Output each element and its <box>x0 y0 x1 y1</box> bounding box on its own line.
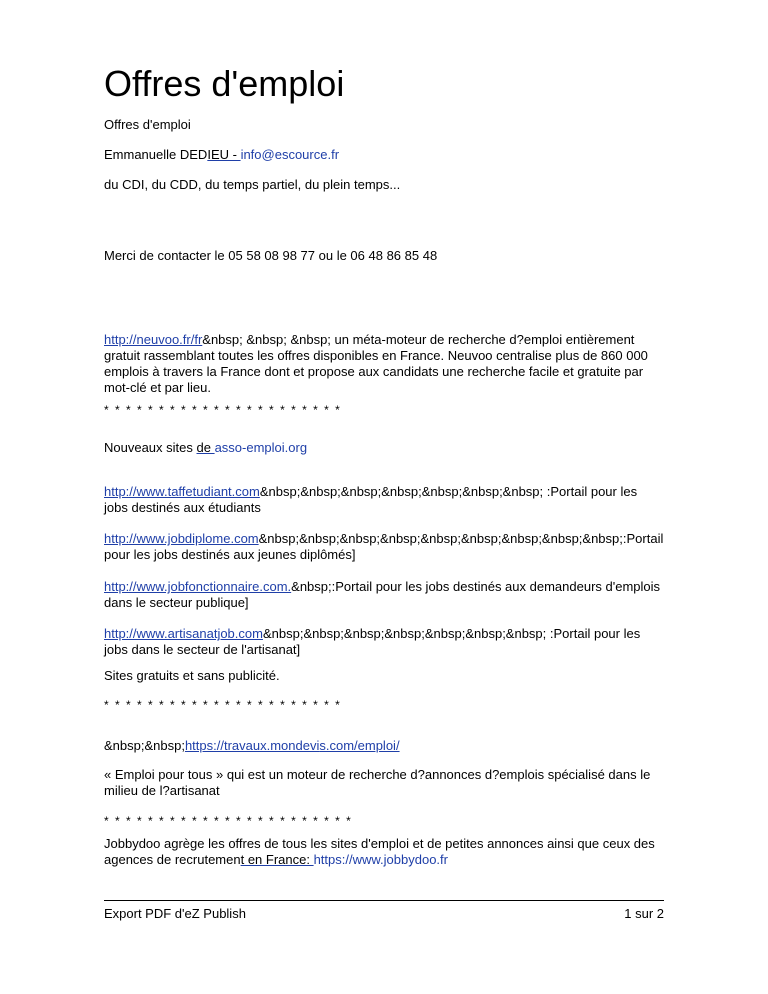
separator-stars: * * * * * * * * * * * * * * * * * * * * * * <box>104 698 342 712</box>
site-item <box>104 531 664 563</box>
site-description: &nbsp;&nbsp;&nbsp;&nbsp;&nbsp;&nbsp;&nbsp; :Portail pour les jobs destinés aux étudiants <box>104 484 638 515</box>
jobbydoo-link[interactable]: https://www.jobbydoo.fr <box>313 852 448 867</box>
author-name: Emmanuelle DED <box>104 147 208 162</box>
mondevis-link[interactable] <box>185 738 400 753</box>
separator-stars: * * * * * * * * * * * * * * * * * * * * * * * <box>104 814 353 828</box>
asso-emploi-link[interactable]: asso-emploi.org <box>214 440 308 455</box>
mondevis-link-rest: s.com/emploi/ <box>319 738 400 753</box>
site-link[interactable]: http://www.jobfonctionnaire.com. <box>104 579 292 594</box>
site-description: &nbsp;&nbsp;&nbsp;&nbsp;&nbsp;&nbsp;&nbsp;&nbsp;&nbsp;:Portail pour les jobs destinés aux jeunes diplômés] <box>104 531 664 562</box>
neuvoo-link[interactable]: http://neuvoo.fr/fr <box>104 332 203 347</box>
mondevis-line <box>104 738 664 754</box>
new-sites-label: Nouveaux sites <box>104 440 197 455</box>
site-link[interactable]: http://www.artisanatjob.com <box>104 626 263 641</box>
author-name-underlined: IEU - <box>207 147 241 162</box>
site-item <box>104 579 664 611</box>
emploi-pour-tous-text: « Emploi pour tous » qui est un moteur de recherche d?annonces d?emplois spécialisé dans le milieu de l?artisanat <box>104 767 651 798</box>
jobbydoo-paragraph <box>104 836 664 868</box>
site-item <box>104 626 664 658</box>
new-sites-underlined: de <box>196 440 215 455</box>
mondevis-prefix: &nbsp;&nbsp; <box>104 738 185 753</box>
email-link[interactable]: info@escource.fr <box>240 147 340 162</box>
separator-stars: * * * * * * * * * * * * * * * * * * * * * * <box>104 403 342 417</box>
contact-text: Merci de contacter le 05 58 08 98 77 ou le 06 48 86 85 48 <box>104 248 438 263</box>
new-sites-line <box>104 440 664 456</box>
jobbydoo-text: Jobbydoo agrège les offres de tous les sites d'emploi et de petites annonces ainsi que ceux des agences de recrutemen <box>104 836 655 867</box>
site-link[interactable]: http://www.taffetudiant.com <box>104 484 260 499</box>
intro-text: du CDI, du CDD, du temps partiel, du plein temps... <box>104 177 401 192</box>
site-item <box>104 484 664 516</box>
footer-left-text: Export PDF d'eZ Publish <box>104 906 246 921</box>
footer-divider <box>104 900 664 901</box>
free-sites-text: Sites gratuits et sans publicité. <box>104 668 280 683</box>
page-title: Offres d'emploi <box>104 63 345 104</box>
neuvoo-paragraph <box>104 332 664 396</box>
site-description: &nbsp;&nbsp;&nbsp;&nbsp;&nbsp;&nbsp;&nbsp; :Portail pour les jobs dans le secteur de l'artisanat] <box>104 626 641 657</box>
mondevis-link-underlined: https://travaux.mondevi <box>184 738 320 753</box>
author-line <box>104 147 664 163</box>
site-link[interactable]: http://www.jobdiplome.com <box>104 531 259 546</box>
subtitle: Offres d'emploi <box>104 117 191 132</box>
site-description: &nbsp;:Portail pour les jobs destinés aux demandeurs d'emplois dans le secteur publique] <box>104 579 661 610</box>
footer-page-number: 1 sur 2 <box>624 906 664 921</box>
neuvoo-description: &nbsp; &nbsp; &nbsp; un méta-moteur de recherche d?emploi entièrement gratuit rassemblant toutes les offres disponibles en France. Neuvoo centralise plus de 860 000 emplois à travers la France dont et propose aux candidats une recherche facile et gratuite par mot-clé et par lieu. <box>104 332 648 395</box>
jobbydoo-underlined: t en France: <box>240 852 314 867</box>
